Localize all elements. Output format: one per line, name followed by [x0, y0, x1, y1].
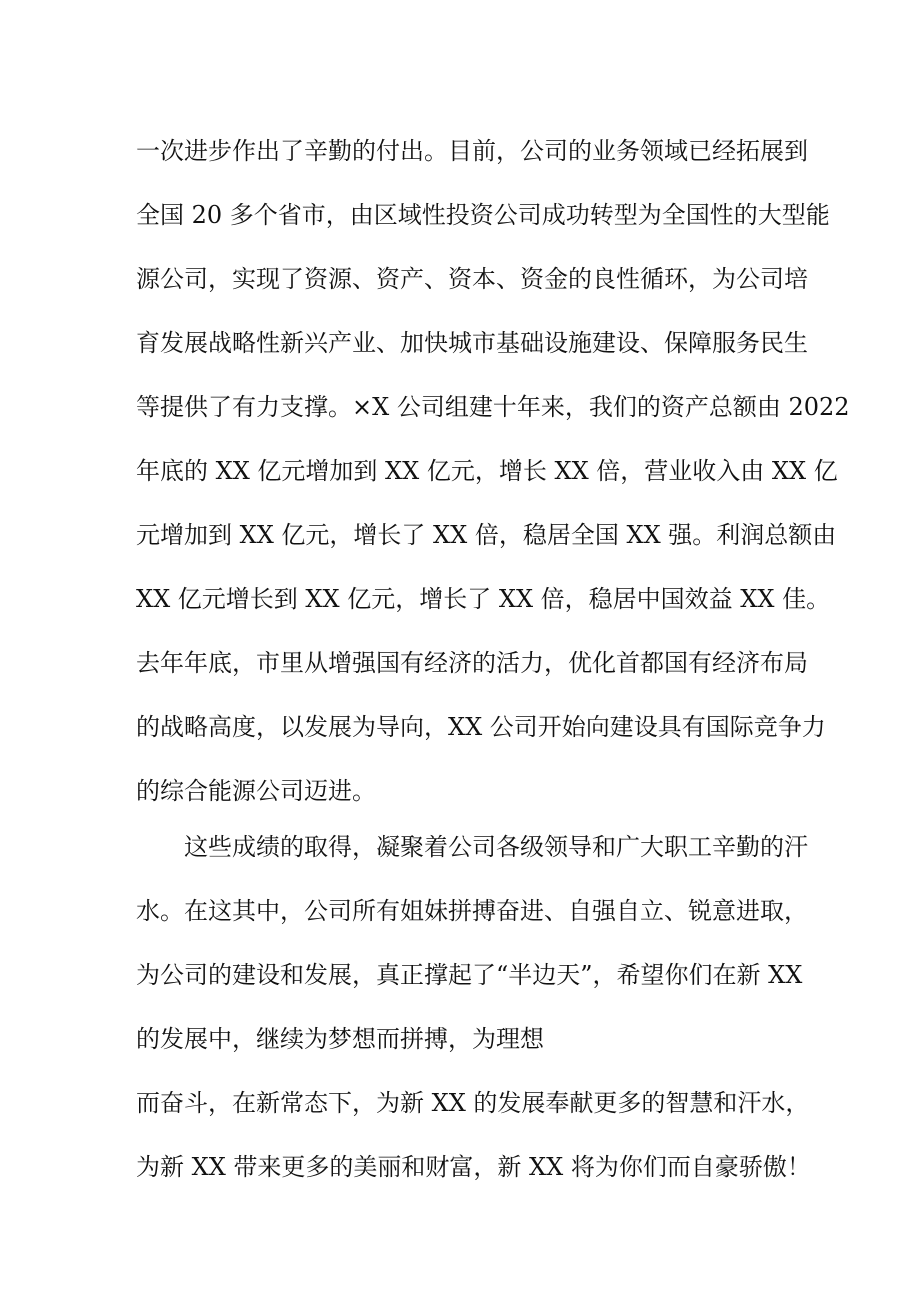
text-line-13: 水。在这其中，公司所有姐妹拼搏奋进、自强自立、锐意进取， [136, 897, 808, 925]
text-line-8: XX 亿元增长到 XX 亿元，增长了 XX 倍，稳居中国效益 XX 佳。 [136, 585, 831, 613]
text-line-4: 育发展战略性新兴产业、加快城市基础设施建设、保障服务民生 [136, 329, 808, 357]
text-line-16: 而奋斗，在新常态下，为新 XX 的发展奉献更多的智慧和汗水， [136, 1089, 810, 1117]
text-line-11: 的综合能源公司迈进。 [136, 777, 376, 805]
text-line-14: 为公司的建设和发展，真正撑起了“半边天”，希望你们在新 XX [136, 961, 803, 989]
text-line-17: 为新 XX 带来更多的美丽和财富，新 XX 将为你们而自豪骄傲！ [136, 1153, 811, 1181]
text-line-3: 源公司，实现了资源、资产、资本、资金的良性循环，为公司培 [136, 265, 808, 293]
text-line-9: 去年年底，市里从增强国有经济的活力，优化首都国有经济布局 [136, 649, 808, 677]
text-line-6: 年底的 XX 亿元增加到 XX 亿元，增长 XX 倍，营业收入由 XX 亿 [136, 457, 838, 485]
text-line-1: 一次进步作出了辛勤的付出。目前，公司的业务领域已经拓展到 [136, 137, 808, 165]
text-line-15: 的发展中，继续为梦想而拼搏，为理想 [136, 1025, 544, 1053]
text-line-7: 元增加到 XX 亿元，增长了 XX 倍，稳居全国 XX 强。利润总额由 [136, 521, 837, 549]
text-line-10: 的战略高度，以发展为导向，XX 公司开始向建设具有国际竞争力 [136, 713, 826, 741]
text-line-5: 等提供了有力支撑。×X 公司组建十年来，我们的资产总额由 2022 [136, 393, 850, 421]
text-line-2: 全国 20 多个省市，由区域性投资公司成功转型为全国性的大型能 [136, 201, 830, 229]
text-line-12: 这些成绩的取得，凝聚着公司各级领导和广大职工辛勤的汗 [184, 833, 808, 861]
